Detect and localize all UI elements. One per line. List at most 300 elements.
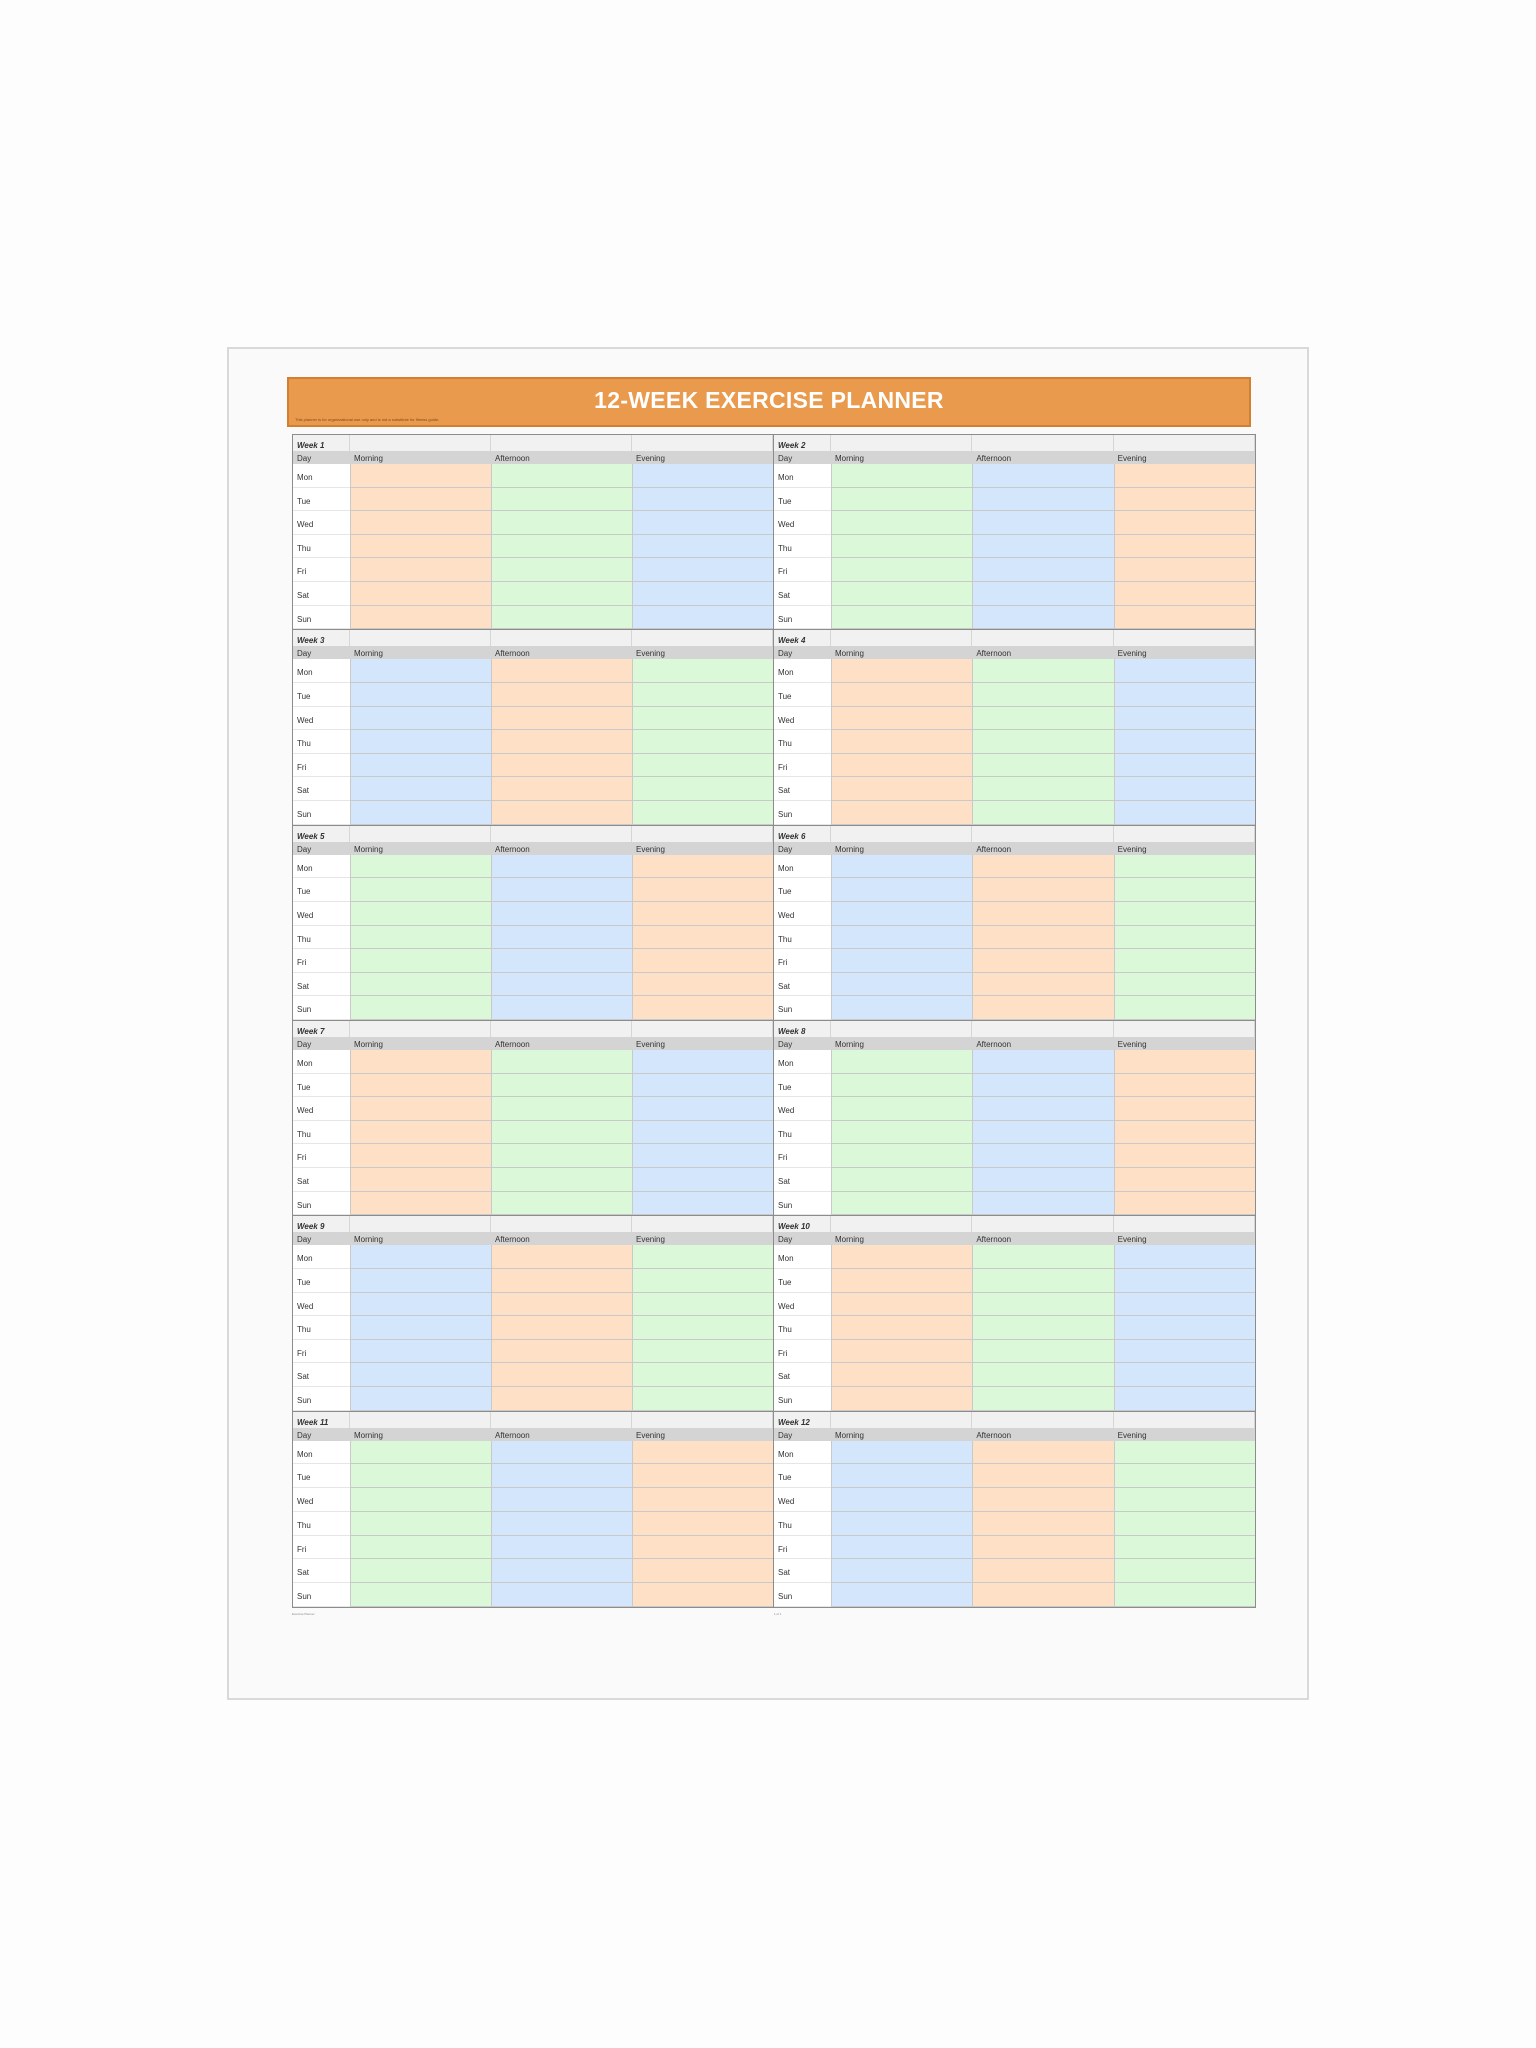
evening-slot[interactable] [632,777,773,801]
afternoon-slot[interactable] [491,1488,632,1512]
day-label: Wed [774,1293,831,1317]
morning-slot[interactable] [831,488,972,512]
week-title-filler [350,1216,491,1232]
morning-slot[interactable] [831,1363,972,1387]
evening-slot[interactable] [1114,777,1255,801]
day-label: Tue [774,878,831,902]
morning-slot[interactable] [831,511,972,535]
afternoon-slot[interactable] [972,1144,1113,1168]
morning-slot[interactable] [831,902,972,926]
evening-slot[interactable] [632,1316,773,1340]
morning-slot[interactable] [831,1488,972,1512]
evening-slot[interactable] [1114,1168,1255,1192]
evening-slot[interactable] [1114,1536,1255,1560]
afternoon-slot[interactable] [972,973,1113,997]
column-header-afternoon: Afternoon [972,1232,1113,1245]
evening-slot[interactable] [632,1293,773,1317]
evening-slot[interactable] [1114,1050,1255,1074]
afternoon-slot[interactable] [491,1074,632,1098]
evening-slot[interactable] [1114,582,1255,606]
week-title-filler [491,826,632,842]
morning-slot[interactable] [350,558,491,582]
morning-slot[interactable] [831,926,972,950]
day-label: Fri [774,949,831,973]
morning-slot[interactable] [350,1488,491,1512]
evening-slot[interactable] [632,582,773,606]
morning-slot[interactable] [350,1512,491,1536]
afternoon-slot[interactable] [491,926,632,950]
afternoon-slot[interactable] [972,754,1113,778]
day-label: Sun [293,1192,350,1216]
day-label: Sat [774,1363,831,1387]
morning-slot[interactable] [350,1293,491,1317]
morning-slot[interactable] [831,1536,972,1560]
day-label: Tue [774,1269,831,1293]
morning-slot[interactable] [350,754,491,778]
evening-slot[interactable] [1114,754,1255,778]
afternoon-slot[interactable] [972,1168,1113,1192]
afternoon-slot[interactable] [972,1363,1113,1387]
evening-slot[interactable] [632,1583,773,1607]
evening-slot[interactable] [1114,949,1255,973]
afternoon-slot[interactable] [491,683,632,707]
day-label: Fri [293,949,350,973]
afternoon-slot[interactable] [491,707,632,731]
morning-slot[interactable] [831,464,972,488]
afternoon-slot[interactable] [491,488,632,512]
morning-slot[interactable] [831,1144,972,1168]
afternoon-slot[interactable] [972,949,1113,973]
morning-slot[interactable] [831,1340,972,1364]
evening-slot[interactable] [632,488,773,512]
morning-slot[interactable] [350,1245,491,1269]
afternoon-slot[interactable] [491,1293,632,1317]
afternoon-slot[interactable] [491,1559,632,1583]
evening-slot[interactable] [632,1559,773,1583]
morning-slot[interactable] [350,878,491,902]
week-title-filler [1114,435,1255,451]
afternoon-slot[interactable] [491,659,632,683]
evening-slot[interactable] [1114,973,1255,997]
morning-slot[interactable] [831,855,972,879]
morning-slot[interactable] [350,777,491,801]
week-block [774,435,1255,630]
afternoon-slot[interactable] [491,1168,632,1192]
afternoon-slot[interactable] [972,878,1113,902]
morning-slot[interactable] [831,606,972,630]
morning-slot[interactable] [831,558,972,582]
afternoon-slot[interactable] [972,730,1113,754]
evening-slot[interactable] [632,1168,773,1192]
afternoon-slot[interactable] [491,464,632,488]
afternoon-slot[interactable] [491,606,632,630]
afternoon-slot[interactable] [972,606,1113,630]
afternoon-slot[interactable] [972,1050,1113,1074]
column-header-morning: Morning [831,646,972,659]
morning-slot[interactable] [350,1097,491,1121]
afternoon-slot[interactable] [972,1192,1113,1216]
morning-slot[interactable] [350,683,491,707]
evening-slot[interactable] [1114,535,1255,559]
morning-slot[interactable] [350,1168,491,1192]
morning-slot[interactable] [831,1387,972,1411]
afternoon-slot[interactable] [491,558,632,582]
afternoon-slot[interactable] [972,582,1113,606]
evening-slot[interactable] [1114,659,1255,683]
week-title: Week 2 [774,435,831,451]
afternoon-slot[interactable] [491,1583,632,1607]
afternoon-slot[interactable] [491,878,632,902]
morning-slot[interactable] [831,535,972,559]
morning-slot[interactable] [831,1559,972,1583]
morning-slot[interactable] [831,683,972,707]
week-title-filler [1114,1021,1255,1037]
morning-slot[interactable] [350,801,491,825]
morning-slot[interactable] [350,902,491,926]
evening-slot[interactable] [1114,1097,1255,1121]
evening-slot[interactable] [632,730,773,754]
afternoon-slot[interactable] [972,1488,1113,1512]
week-title-filler [972,435,1113,451]
evening-slot[interactable] [1114,996,1255,1020]
afternoon-slot[interactable] [491,1192,632,1216]
morning-slot[interactable] [350,1192,491,1216]
evening-slot[interactable] [1114,1488,1255,1512]
morning-slot[interactable] [350,973,491,997]
evening-slot[interactable] [1114,1269,1255,1293]
morning-slot[interactable] [350,1121,491,1145]
week-title-filler [350,1412,491,1428]
evening-slot[interactable] [1114,1245,1255,1269]
morning-slot[interactable] [350,926,491,950]
day-label: Sun [774,801,831,825]
evening-slot[interactable] [1114,1192,1255,1216]
afternoon-slot[interactable] [491,582,632,606]
evening-slot[interactable] [632,558,773,582]
morning-slot[interactable] [831,707,972,731]
afternoon-slot[interactable] [972,1512,1113,1536]
afternoon-slot[interactable] [491,902,632,926]
evening-slot[interactable] [632,926,773,950]
evening-slot[interactable] [632,973,773,997]
evening-slot[interactable] [1114,878,1255,902]
afternoon-slot[interactable] [972,707,1113,731]
evening-slot[interactable] [632,949,773,973]
afternoon-slot[interactable] [972,1583,1113,1607]
evening-slot[interactable] [632,1488,773,1512]
morning-slot[interactable] [831,659,972,683]
afternoon-slot[interactable] [491,1512,632,1536]
morning-slot[interactable] [831,1050,972,1074]
afternoon-slot[interactable] [972,1340,1113,1364]
afternoon-slot[interactable] [491,1441,632,1465]
morning-slot[interactable] [831,582,972,606]
afternoon-slot[interactable] [491,1536,632,1560]
week-title-filler [1114,1412,1255,1428]
afternoon-slot[interactable] [972,1441,1113,1465]
afternoon-slot[interactable] [972,902,1113,926]
evening-slot[interactable] [632,683,773,707]
morning-slot[interactable] [350,606,491,630]
afternoon-slot[interactable] [972,1245,1113,1269]
evening-slot[interactable] [632,1363,773,1387]
morning-slot[interactable] [350,511,491,535]
afternoon-slot[interactable] [491,1269,632,1293]
evening-slot[interactable] [632,754,773,778]
evening-slot[interactable] [1114,606,1255,630]
morning-slot[interactable] [350,1074,491,1098]
week-block [774,826,1255,1021]
morning-slot[interactable] [350,1387,491,1411]
day-label: Tue [774,1464,831,1488]
footer-left: Exercise Planner [292,1612,315,1616]
afternoon-slot[interactable] [972,1121,1113,1145]
morning-slot[interactable] [831,1512,972,1536]
evening-slot[interactable] [632,996,773,1020]
morning-slot[interactable] [831,801,972,825]
afternoon-slot[interactable] [972,1316,1113,1340]
afternoon-slot[interactable] [491,1245,632,1269]
afternoon-slot[interactable] [972,1269,1113,1293]
day-label: Fri [293,1340,350,1364]
morning-slot[interactable] [831,1245,972,1269]
afternoon-slot[interactable] [491,1097,632,1121]
week-title: Week 1 [293,435,350,451]
evening-slot[interactable] [1114,683,1255,707]
day-label: Sat [774,1559,831,1583]
evening-slot[interactable] [1114,730,1255,754]
column-header-morning: Morning [831,1037,972,1050]
afternoon-slot[interactable] [491,996,632,1020]
afternoon-slot[interactable] [491,949,632,973]
evening-slot[interactable] [632,1097,773,1121]
evening-slot[interactable] [1114,1441,1255,1465]
day-label: Thu [774,1512,831,1536]
afternoon-slot[interactable] [972,511,1113,535]
morning-slot[interactable] [350,582,491,606]
morning-slot[interactable] [831,1074,972,1098]
morning-slot[interactable] [350,1536,491,1560]
column-header-evening: Evening [1114,1232,1255,1245]
evening-slot[interactable] [1114,1340,1255,1364]
day-label: Sun [774,996,831,1020]
evening-slot[interactable] [632,511,773,535]
afternoon-slot[interactable] [972,535,1113,559]
morning-slot[interactable] [831,1269,972,1293]
afternoon-slot[interactable] [491,1387,632,1411]
morning-slot[interactable] [831,1168,972,1192]
evening-slot[interactable] [632,464,773,488]
column-header-afternoon: Afternoon [491,1037,632,1050]
column-header-day: Day [774,842,831,855]
evening-slot[interactable] [632,606,773,630]
afternoon-slot[interactable] [972,926,1113,950]
afternoon-slot[interactable] [491,730,632,754]
evening-slot[interactable] [632,878,773,902]
afternoon-slot[interactable] [972,1074,1113,1098]
evening-slot[interactable] [1114,1316,1255,1340]
morning-slot[interactable] [831,1121,972,1145]
morning-slot[interactable] [350,1269,491,1293]
evening-slot[interactable] [1114,707,1255,731]
morning-slot[interactable] [350,707,491,731]
afternoon-slot[interactable] [972,659,1113,683]
afternoon-slot[interactable] [491,777,632,801]
afternoon-slot[interactable] [972,1387,1113,1411]
afternoon-slot[interactable] [491,1363,632,1387]
morning-slot[interactable] [831,1316,972,1340]
morning-slot[interactable] [350,488,491,512]
afternoon-slot[interactable] [491,1144,632,1168]
day-label: Tue [293,488,350,512]
evening-slot[interactable] [632,1340,773,1364]
morning-slot[interactable] [831,1441,972,1465]
evening-slot[interactable] [1114,1144,1255,1168]
afternoon-slot[interactable] [972,801,1113,825]
morning-slot[interactable] [350,855,491,879]
morning-slot[interactable] [350,535,491,559]
morning-slot[interactable] [350,1340,491,1364]
day-label: Wed [293,511,350,535]
afternoon-slot[interactable] [972,1536,1113,1560]
afternoon-slot[interactable] [972,464,1113,488]
evening-slot[interactable] [1114,855,1255,879]
day-label: Sat [293,1363,350,1387]
morning-slot[interactable] [350,659,491,683]
evening-slot[interactable] [1114,558,1255,582]
day-label: Fri [293,1536,350,1560]
afternoon-slot[interactable] [491,511,632,535]
evening-slot[interactable] [632,1536,773,1560]
afternoon-slot[interactable] [972,683,1113,707]
evening-slot[interactable] [632,1192,773,1216]
evening-slot[interactable] [1114,902,1255,926]
morning-slot[interactable] [350,1559,491,1583]
column-header-afternoon: Afternoon [491,646,632,659]
week-title: Week 5 [293,826,350,842]
evening-slot[interactable] [1114,926,1255,950]
afternoon-slot[interactable] [491,855,632,879]
evening-slot[interactable] [1114,1512,1255,1536]
evening-slot[interactable] [1114,1074,1255,1098]
evening-slot[interactable] [632,801,773,825]
morning-slot[interactable] [350,949,491,973]
evening-slot[interactable] [632,659,773,683]
morning-slot[interactable] [350,996,491,1020]
evening-slot[interactable] [1114,1387,1255,1411]
morning-slot[interactable] [350,730,491,754]
evening-slot[interactable] [632,1441,773,1465]
afternoon-slot[interactable] [491,973,632,997]
evening-slot[interactable] [1114,1559,1255,1583]
afternoon-slot[interactable] [491,1121,632,1145]
afternoon-slot[interactable] [972,855,1113,879]
morning-slot[interactable] [831,973,972,997]
morning-slot[interactable] [831,1293,972,1317]
morning-slot[interactable] [350,464,491,488]
week-title-filler [972,826,1113,842]
morning-slot[interactable] [350,1464,491,1488]
week-title: Week 7 [293,1021,350,1037]
evening-slot[interactable] [632,1387,773,1411]
morning-slot[interactable] [831,1097,972,1121]
day-label: Thu [774,926,831,950]
evening-slot[interactable] [632,1269,773,1293]
afternoon-slot[interactable] [491,1340,632,1364]
evening-slot[interactable] [1114,1464,1255,1488]
afternoon-slot[interactable] [972,1464,1113,1488]
evening-slot[interactable] [632,1245,773,1269]
evening-slot[interactable] [632,1121,773,1145]
page-title: 12-WEEK EXERCISE PLANNER [594,387,944,413]
morning-slot[interactable] [831,730,972,754]
evening-slot[interactable] [1114,464,1255,488]
morning-slot[interactable] [831,754,972,778]
afternoon-slot[interactable] [972,1293,1113,1317]
afternoon-slot[interactable] [972,996,1113,1020]
morning-slot[interactable] [831,1464,972,1488]
morning-slot[interactable] [350,1050,491,1074]
morning-slot[interactable] [350,1441,491,1465]
morning-slot[interactable] [350,1316,491,1340]
afternoon-slot[interactable] [491,1464,632,1488]
morning-slot[interactable] [831,777,972,801]
afternoon-slot[interactable] [972,1559,1113,1583]
afternoon-slot[interactable] [491,801,632,825]
evening-slot[interactable] [1114,511,1255,535]
week-block [293,826,774,1021]
day-label: Mon [293,855,350,879]
morning-slot[interactable] [831,878,972,902]
evening-slot[interactable] [632,855,773,879]
afternoon-slot[interactable] [972,1097,1113,1121]
evening-slot[interactable] [1114,1293,1255,1317]
column-header-evening: Evening [632,1037,773,1050]
column-header-afternoon: Afternoon [491,1232,632,1245]
evening-slot[interactable] [632,1464,773,1488]
morning-slot[interactable] [831,1192,972,1216]
evening-slot[interactable] [632,1050,773,1074]
evening-slot[interactable] [632,1144,773,1168]
morning-slot[interactable] [831,996,972,1020]
afternoon-slot[interactable] [972,558,1113,582]
evening-slot[interactable] [1114,1363,1255,1387]
morning-slot[interactable] [831,949,972,973]
morning-slot[interactable] [831,1583,972,1607]
afternoon-slot[interactable] [972,777,1113,801]
evening-slot[interactable] [632,1512,773,1536]
evening-slot[interactable] [1114,1121,1255,1145]
column-header-afternoon: Afternoon [491,1428,632,1441]
evening-slot[interactable] [1114,1583,1255,1607]
afternoon-slot[interactable] [972,488,1113,512]
evening-slot[interactable] [632,1074,773,1098]
afternoon-slot[interactable] [491,1316,632,1340]
afternoon-slot[interactable] [491,754,632,778]
evening-slot[interactable] [632,535,773,559]
column-header-afternoon: Afternoon [491,842,632,855]
evening-slot[interactable] [1114,801,1255,825]
afternoon-slot[interactable] [491,535,632,559]
evening-slot[interactable] [1114,488,1255,512]
afternoon-slot[interactable] [491,1050,632,1074]
evening-slot[interactable] [632,707,773,731]
morning-slot[interactable] [350,1363,491,1387]
morning-slot[interactable] [350,1144,491,1168]
morning-slot[interactable] [350,1583,491,1607]
day-label: Tue [774,683,831,707]
evening-slot[interactable] [632,902,773,926]
